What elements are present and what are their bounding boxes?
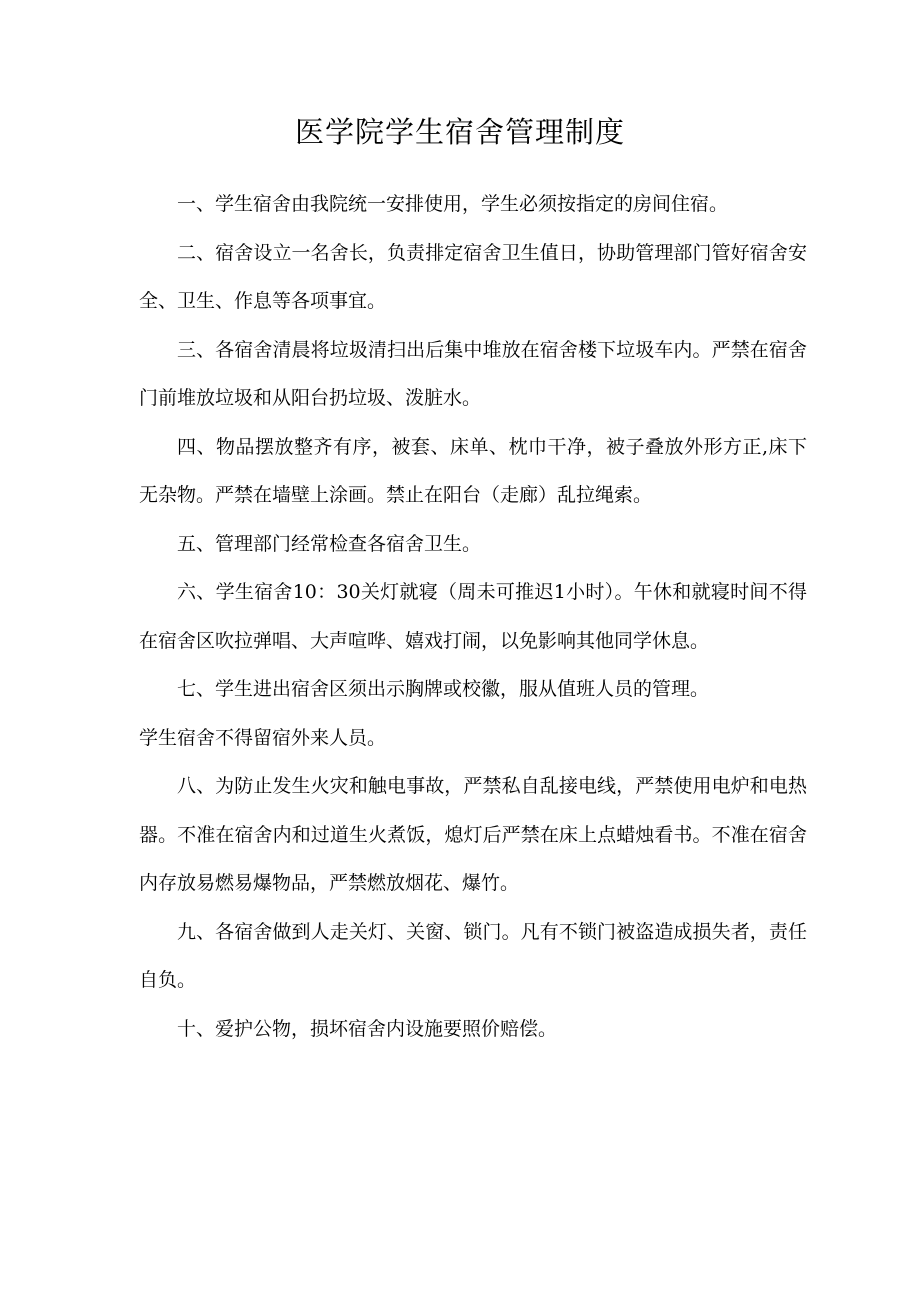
paragraph-rule-6: 六、学生宿舍10：30关灯就寝（周未可推迟1小时）。午休和就寝时间不得在宿舍区吹拉弹唱、大声喧哗、嬉戏打闹，以免影响其他同学休息。 (139, 581, 807, 652)
paragraph-rule-5: 五、管理部门经常检查各宿舍卫生。 (177, 532, 482, 555)
document-body (139, 180, 807, 1053)
paragraph-rule-8: 八、为防止发生火灾和触电事故，严禁私自乱接电线，严禁使用电炉和电热器。不准在宿舍内和过道生火煮饭，熄灯后严禁在床上点蜡烛看书。不准在宿舍内存放易燃易爆物品，严禁燃放烟花、爆竹。 (139, 775, 807, 894)
paragraph-rule-4: 四、物品摆放整齐有序，被套、床单、枕巾干净，被子叠放外形方正,床下无杂物。严禁在墙壁上涂画。禁止在阳台（走廊）乱拉绳索。 (139, 435, 807, 506)
paragraph-rule-3: 三、各宿舍清晨将垃圾清扫出后集中堆放在宿舍楼下垃圾车内。严禁在宿舍门前堆放垃圾和从阳台扔垃圾、泼脏水。 (139, 338, 807, 409)
paragraph-rule-9: 九、各宿舍做到人走关灯、关窗、锁门。凡有不锁门被盗造成损失者，责任自负。 (139, 920, 807, 991)
paragraph-rule-7: 七、学生进出宿舍区须出示胸牌或校徽，服从值班人员的管理。 (177, 678, 710, 700)
paragraph-rule-2: 二、宿舍设立一名舍长，负责排定宿舍卫生值日，协助管理部门管好宿舍安全、卫生、作息等各项事宜。 (139, 241, 807, 312)
paragraph-rule-1: 一、学生宿舍由我院统一安排使用，学生必须按指定的房间住宿。 (177, 193, 729, 215)
document-title: 医学院学生宿舍管理制度 (294, 115, 625, 149)
paragraph-rule-10: 十、爱护公物，损坏宿舍内设施要照价赔偿。 (177, 1017, 558, 1040)
paragraph-rule-7-continued: 学生宿舍不得留宿外来人员。 (139, 726, 387, 749)
